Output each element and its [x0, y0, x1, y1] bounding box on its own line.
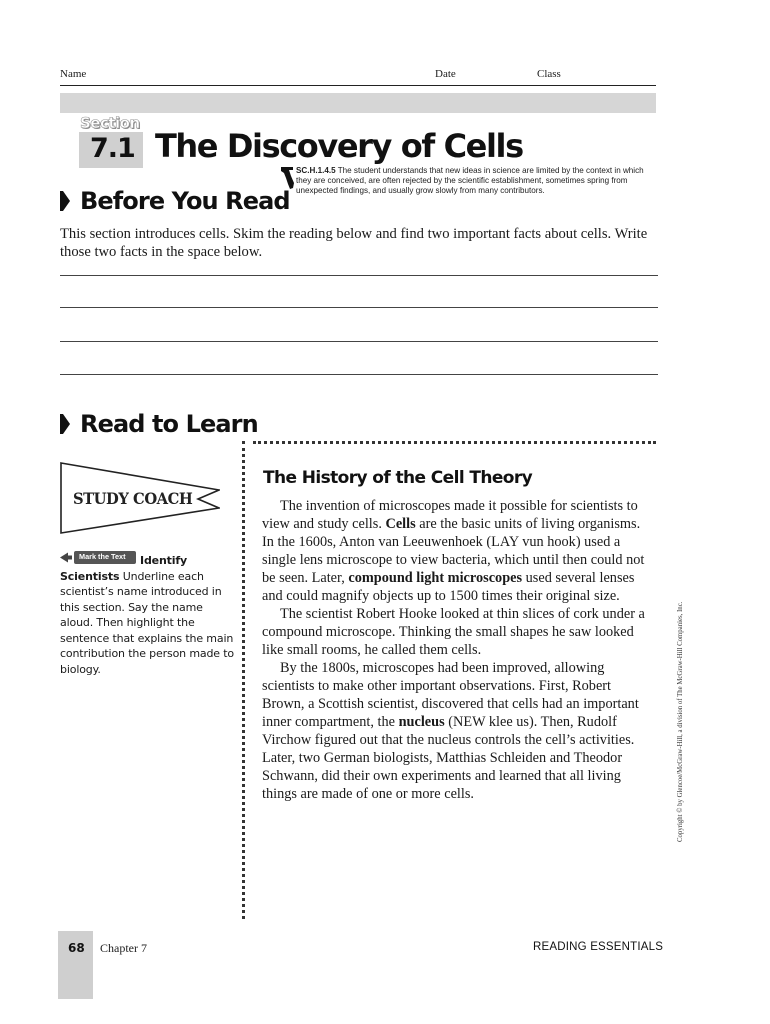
read-to-learn-title: Read to Learn	[80, 410, 258, 438]
before-you-read-instructions: This section introduces cells. Skim the reading below and find two important facts about cells. Write those two facts in the space below.	[60, 226, 648, 260]
article-body	[262, 497, 655, 803]
standard-text: The student understands that new ideas in science are limited by the context in which they are conceived, are often rejected by the scientific establishment, sometimes spring from unexpected findings, and usually grow slowly from many contributors.	[296, 166, 644, 195]
before-you-read-title: Before You Read	[80, 187, 290, 215]
p3-text-a: By the 1800s, microscopes had been improved, allowing scientists to make other important observations. First, Robert Brown, a Scottish scientist, discovered that cells had an important inner compartment, the	[262, 660, 639, 730]
section-number: 7.1	[90, 133, 135, 164]
study-coach-instructions	[60, 553, 238, 677]
study-coach-text: Underline each scientist’s name introduced in this section. Say the name aloud. Then highlight the sentence that explains the main contribution the person made to biology.	[60, 569, 235, 676]
p1-text-e: used several lenses and could magnify objects up to 1500 times their original size.	[262, 570, 635, 604]
header-band	[60, 93, 656, 113]
dotted-divider-horizontal	[253, 441, 656, 444]
book-title: READING ESSENTIALS	[533, 941, 664, 953]
term-nucleus: nucleus	[398, 714, 445, 730]
term-cells: Cells	[385, 516, 416, 532]
florida-state-icon	[281, 167, 295, 189]
term-compound-light-microscopes: compound light microscopes	[348, 570, 523, 586]
name-label: Name	[60, 68, 87, 80]
standard-block	[296, 166, 658, 196]
copyright-notice: Copyright © by Glencoe/McGraw-Hill, a division of The McGraw-Hill Companies, Inc.	[677, 601, 684, 842]
study-coach-title: Identify Scientists	[60, 554, 188, 583]
page-number: 68	[68, 941, 85, 955]
article-paragraph-3	[262, 659, 655, 803]
writing-line-3[interactable]	[60, 341, 658, 342]
article-heading: The History of the Cell Theory	[263, 468, 533, 488]
p3-text-c: (NEW klee us). Then, Rudolf Virchow figured out that the nucleus controls the cell’s activities. Later, two German biologists, Matthias Schleiden and Theodor Schwann, did their own experiments and learned that all living things are made of one or more cells.	[262, 714, 635, 802]
p1-text-c: are the basic units of living organisms. In the 1600s, Anton van Leeuwenhoek (LAY vun hook) used a single lens microscope to view bacteria, which until then could not be seen. Later,	[262, 516, 645, 586]
article-paragraph-2: The scientist Robert Hooke looked at thin slices of cork under a compound microscope. Thinking the small shapes he saw looked like small rooms, he called them cells.	[262, 606, 645, 658]
header-line	[60, 66, 656, 86]
before-you-read-heading	[60, 187, 290, 215]
writing-line-4[interactable]	[60, 374, 658, 375]
writing-line-1[interactable]	[60, 275, 658, 276]
section-arrow-icon	[60, 414, 70, 434]
mark-the-text-label: Mark the Text	[79, 552, 126, 561]
read-to-learn-heading	[60, 410, 258, 438]
chapter-label: Chapter 7	[100, 941, 147, 955]
writing-line-2[interactable]	[60, 307, 658, 308]
study-coach-label: STUDY COACH	[73, 489, 193, 508]
article-paragraph-1	[262, 497, 655, 605]
section-word: Section	[80, 114, 140, 132]
date-label: Date	[435, 68, 456, 80]
dotted-divider-vertical	[242, 441, 245, 919]
standard-code: SC.H.1.4.5	[296, 166, 336, 175]
p1-text-a: The invention of microscopes made it possible for scientists to view and study cells.	[262, 498, 638, 532]
page-title: The Discovery of Cells	[155, 127, 523, 165]
class-label: Class	[537, 68, 561, 80]
section-arrow-icon	[60, 191, 70, 211]
